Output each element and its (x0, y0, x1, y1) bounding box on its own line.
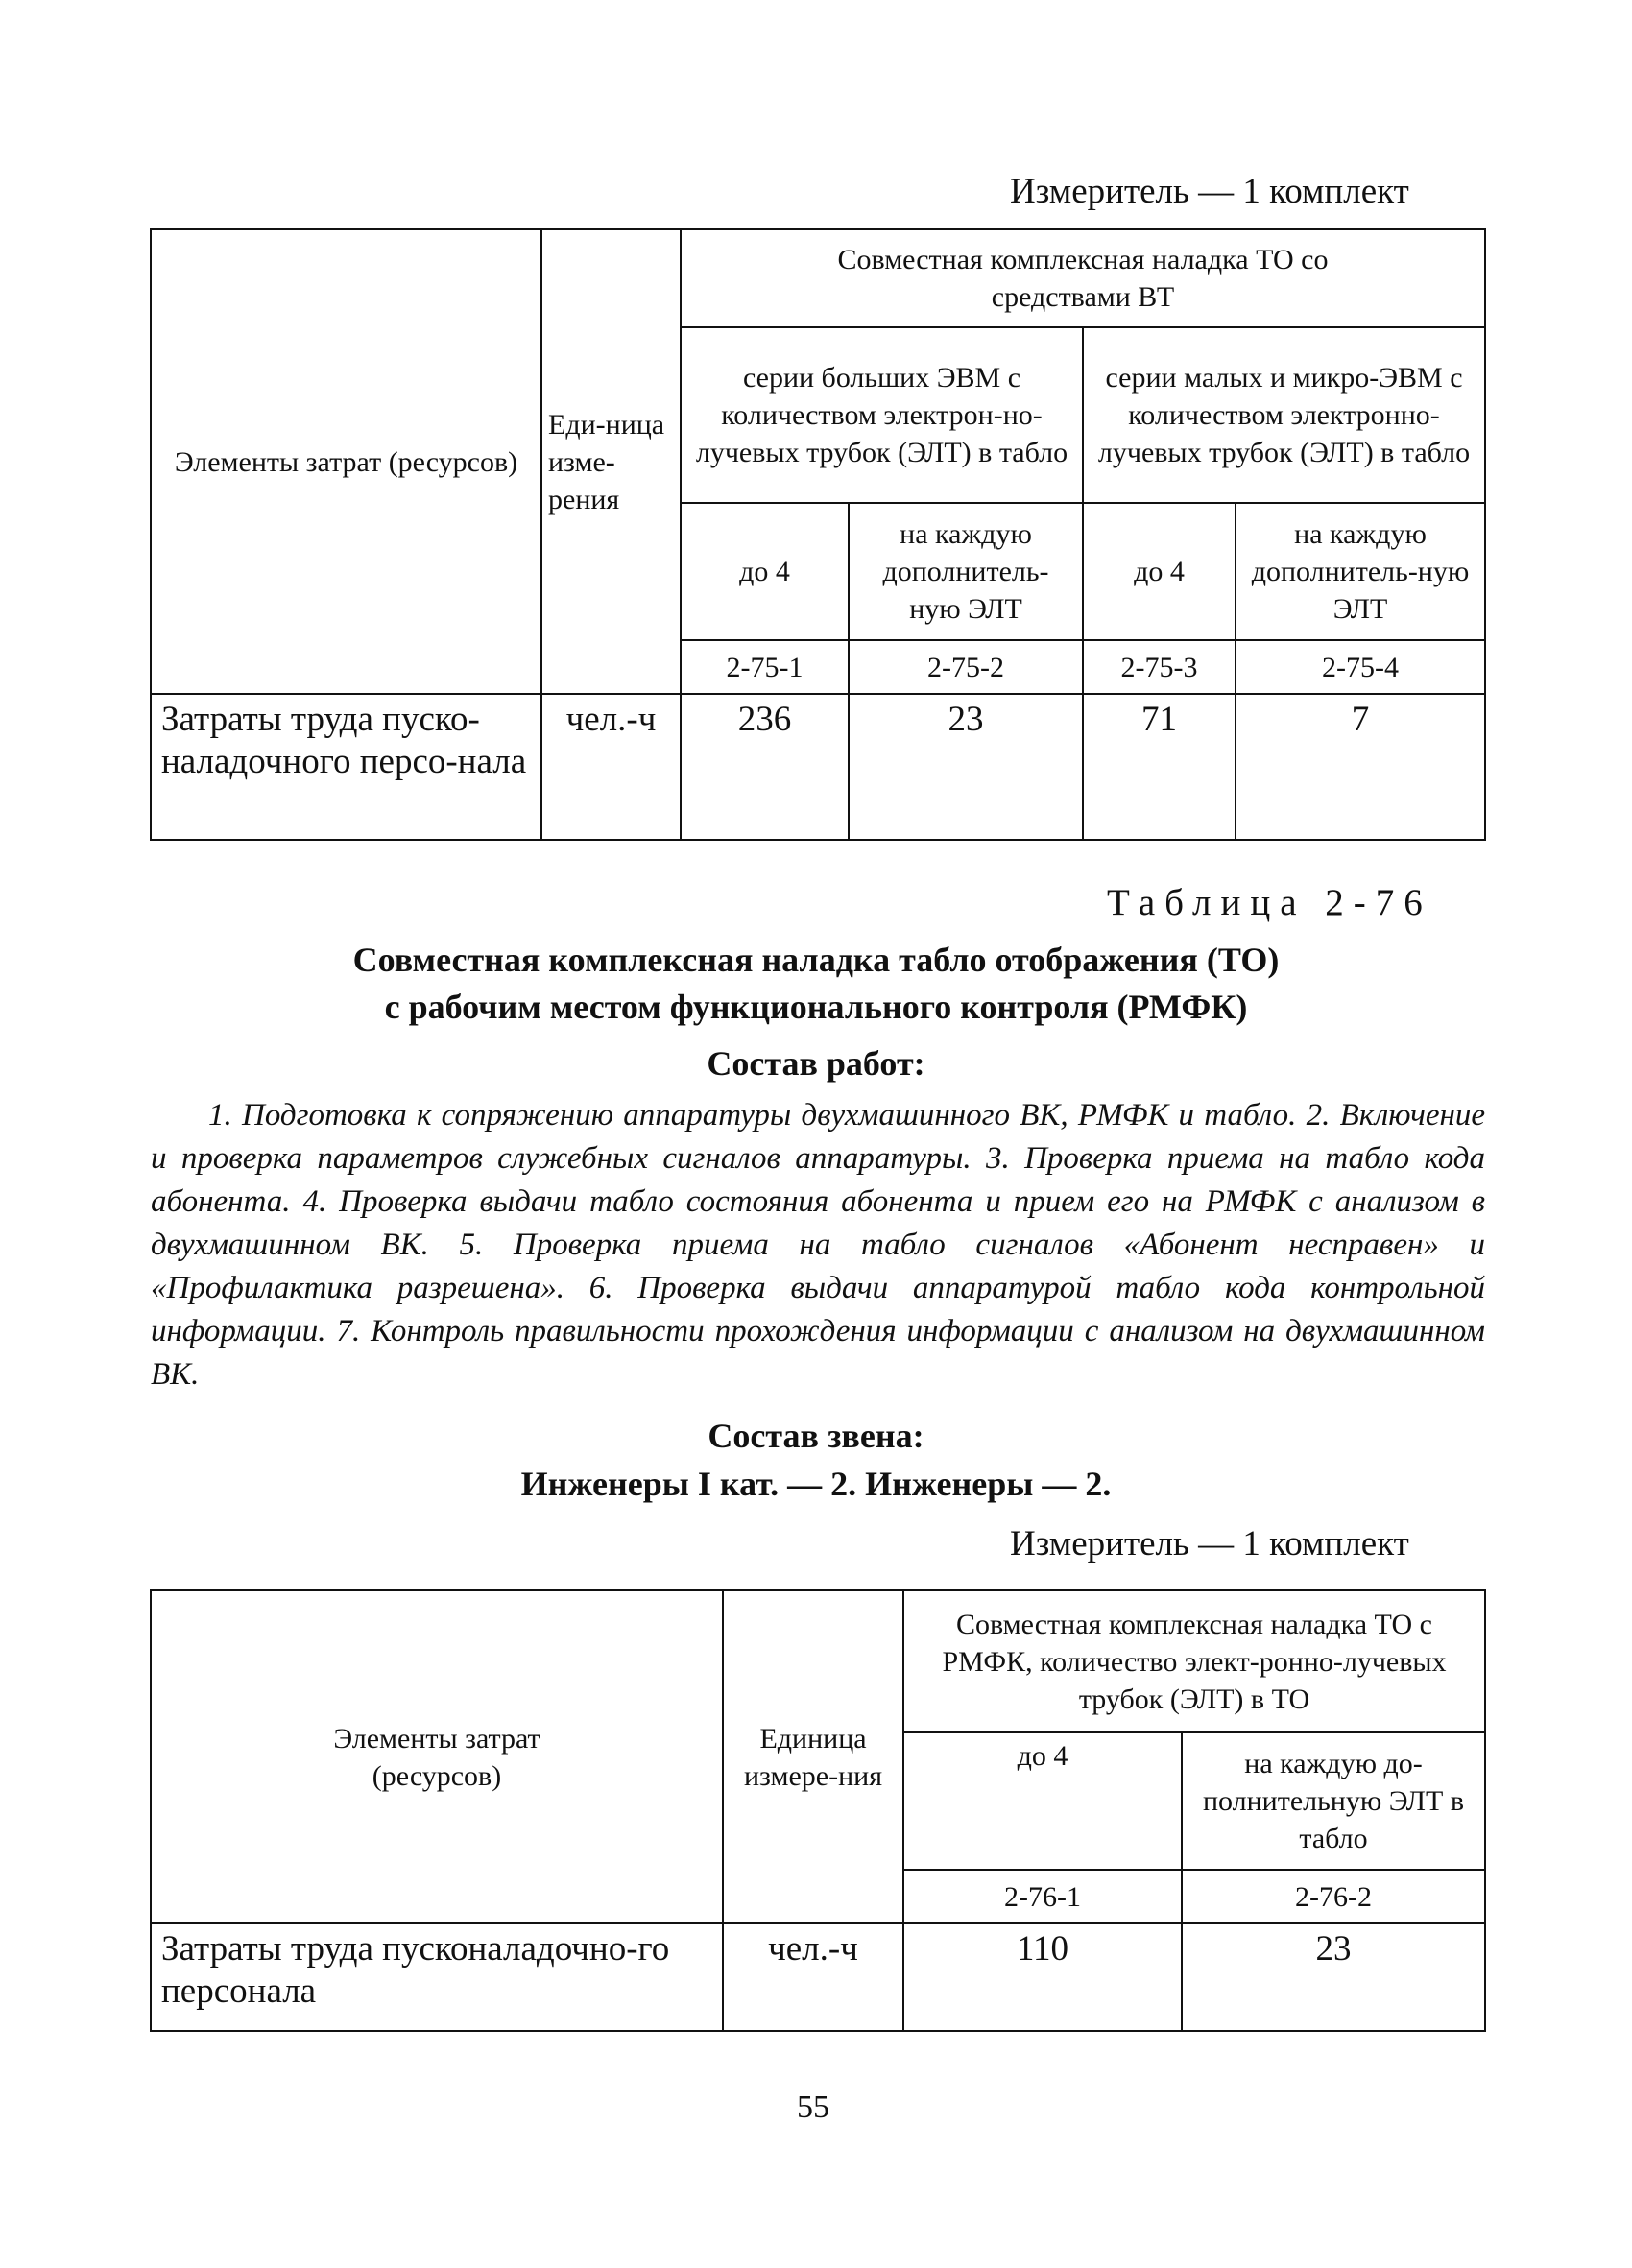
works-heading: Состав работ: (707, 1044, 925, 1083)
t1-header-each-extra-a: на каждую дополнитель-ную ЭЛТ (849, 503, 1083, 640)
t1-header-unit: Еди-ница изме-рения (541, 229, 681, 694)
t2-header-elements: Элементы затрат (ресурсов) (151, 1590, 723, 1923)
t1-value: 7 (1236, 694, 1485, 840)
t2-code: 2-76-1 (903, 1870, 1182, 1923)
t1-header-up-to-4-a: до 4 (681, 503, 849, 640)
section-title-line2: с рабочим местом функционального контроля (РМФК) (384, 988, 1248, 1026)
t1-header-large-evm: серии больших ЭВМ с количеством электрон-но-лучевых трубок (ЭЛТ) в табло (681, 327, 1083, 503)
table2-measure: Измеритель — 1 комплект (1010, 1524, 1409, 1564)
t1-header-elements: Элементы затрат (ресурсов) (151, 229, 541, 694)
t1-value: 71 (1083, 694, 1236, 840)
t1-header-up-to-4-b: до 4 (1083, 503, 1236, 640)
t1-header-each-extra-b: на каждую дополнитель-ную ЭЛТ (1236, 503, 1485, 640)
crew-text: Инженеры I кат. — 2. Инженеры — 2. (520, 1465, 1112, 1503)
page-number: 55 (797, 2089, 829, 2125)
t1-header-small-evm: серии малых и микро-ЭВМ с количеством электронно-лучевых трубок (ЭЛТ) в табло (1083, 327, 1485, 503)
t2-code: 2-76-2 (1182, 1870, 1485, 1923)
t1-code: 2-75-4 (1236, 640, 1485, 694)
table-2-76 (150, 1589, 1486, 2032)
t1-row-unit: чел.-ч (541, 694, 681, 840)
works-text: 1. Подготовка к сопряжению аппаратуры двухмашинного ВК, РМФК и табло. 2. Включение и проверка параметров служебных сигналов аппаратуры. 3. Проверка приема на табло кода абонента. 4. Проверка выдачи табло состояния абонента и прием его на РМФК с анализом в двухмашинном ВК. 5. Проверка приема на табло сигналов «Абонент несправен» и «Профилактика разрешена». 6. Проверка выдачи аппаратурой табло кода контрольной информации. 7. Контроль правильности прохождения информации с анализом на двухмашинном ВК. (151, 1098, 1485, 1392)
t2-header-unit: Единица измере-ния (723, 1590, 903, 1923)
t2-header-up-to-4: до 4 (903, 1732, 1182, 1870)
t2-value: 23 (1182, 1923, 1485, 2031)
section-title-line1: Совместная комплексная наладка табло отображения (ТО) (352, 941, 1280, 979)
crew-heading: Состав звена: (708, 1417, 924, 1455)
table-number: Таблица 2-76 (1107, 882, 1432, 923)
t2-header-each-extra: на каждую до-полнительную ЭЛТ в табло (1182, 1732, 1485, 1870)
t2-row-unit: чел.-ч (723, 1923, 903, 2031)
t1-code: 2-75-2 (849, 640, 1083, 694)
t1-code: 2-75-1 (681, 640, 849, 694)
table1-measure: Измеритель — 1 комплект (1010, 172, 1409, 211)
t2-value: 110 (903, 1923, 1182, 2031)
t1-value: 236 (681, 694, 849, 840)
table-2-75 (150, 228, 1486, 841)
t1-code: 2-75-3 (1083, 640, 1236, 694)
t1-header-group: Совместная комплексная наладка ТО со средствами ВТ (681, 229, 1485, 327)
t2-header-group: Совместная комплексная наладка ТО с РМФК, количество элект-ронно-лучевых трубок (ЭЛТ) в ТО (903, 1590, 1485, 1732)
t2-row-label: Затраты труда пусконаладочно-го персонала (151, 1923, 723, 2031)
t1-row-label: Затраты труда пуско-наладочного персо-нала (151, 694, 541, 840)
t1-value: 23 (849, 694, 1083, 840)
